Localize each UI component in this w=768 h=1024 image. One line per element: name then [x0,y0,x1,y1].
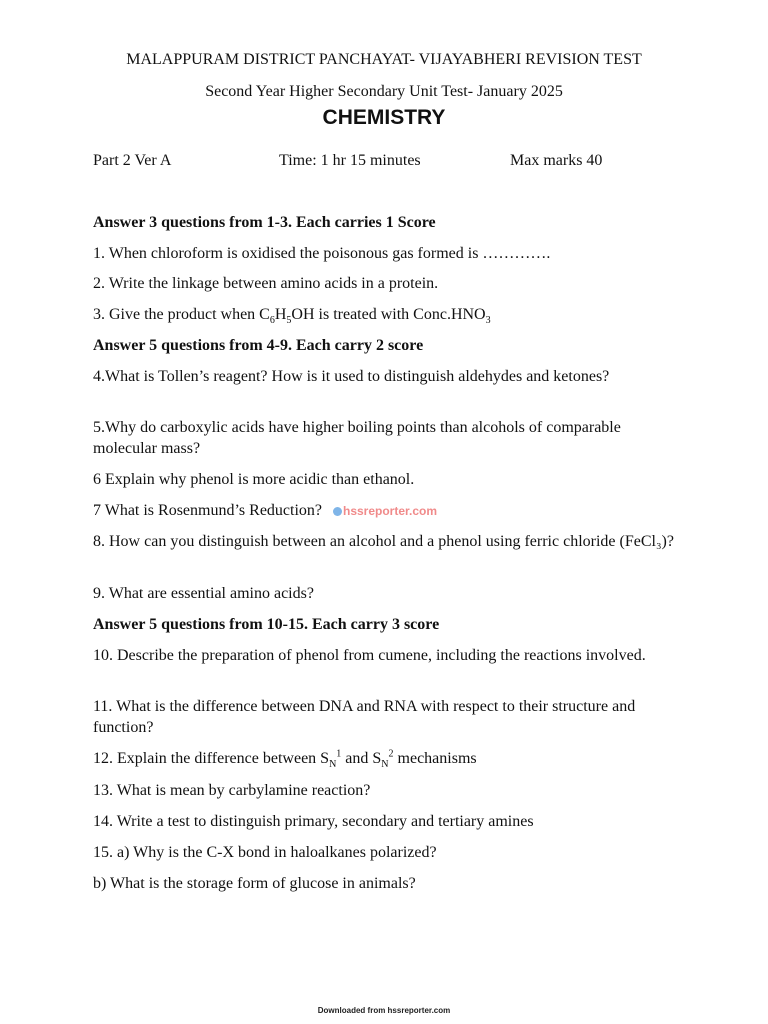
question-5: 5.Why do carboxylic acids have higher boiling points than alcohols of comparable molecular mass? [93,419,621,457]
question-12: 12. Explain the difference between $S_N^1$ and $S_N^2$ mechanisms [93,748,477,771]
watermark-logo-icon [333,507,342,516]
watermark [333,504,437,518]
question-7: 7 What is Rosenmund’s Reduction? [93,502,323,519]
question-2: 2. Write the linkage between amino acids in a protein. [93,275,439,292]
section-heading-1: Answer 3 questions from 1-3. Each carries 1 Score [93,214,436,231]
footer-download-note: Downloaded from hssreporter.com [317,1006,451,1015]
watermark-text: hssreporter.com [343,504,438,518]
question-8: 8. How can you distinguish between an alcohol and a phenol using ferric chloride (FeCl₃)? [93,533,674,550]
question-15b: b) What is the storage form of glucose in animals? [93,875,416,892]
question-3: 3. Give the product when $C_6H_5OH$ is treated with $Conc.HNO_3$ [93,306,491,327]
question-14: 14. Write a test to distinguish primary, secondary and tertiary amines [93,813,534,830]
exam-title: MALAPPURAM DISTRICT PANCHAYAT- VIJAYABHERI REVISION TEST [126,51,642,68]
question-4: 4.What is Tollen’s reagent? How is it used to distinguish aldehydes and ketones? [93,368,610,385]
question-6: 6 Explain why phenol is more acidic than ethanol. [93,471,415,488]
question-9: 9. What are essential amino acids? [93,585,314,602]
section-heading-3: Answer 5 questions from 10-15. Each carry 3 score [93,616,440,633]
question-15a: 15. a) Why is the C-X bond in haloalkanes polarized? [93,844,437,861]
question-1: 1. When chloroform is oxidised the poisonous gas formed is …………. [93,245,551,262]
question-13: 13. What is mean by carbylamine reaction? [93,782,371,799]
time-label: Time: 1 hr 15 minutes [279,152,421,169]
subject-title: CHEMISTRY [322,106,446,129]
max-marks-label: Max marks 40 [510,152,603,169]
section-heading-2: Answer 5 questions from 4-9. Each carry 2 score [93,337,424,354]
part-label: Part 2 Ver A [93,152,172,169]
exam-subtitle: Second Year Higher Secondary Unit Test- January 2025 [205,83,563,100]
question-10: 10. Describe the preparation of phenol from cumene, including the reactions involved. [93,647,646,664]
question-11: 11. What is the difference between DNA and RNA with respect to their structure and function? [93,698,636,736]
